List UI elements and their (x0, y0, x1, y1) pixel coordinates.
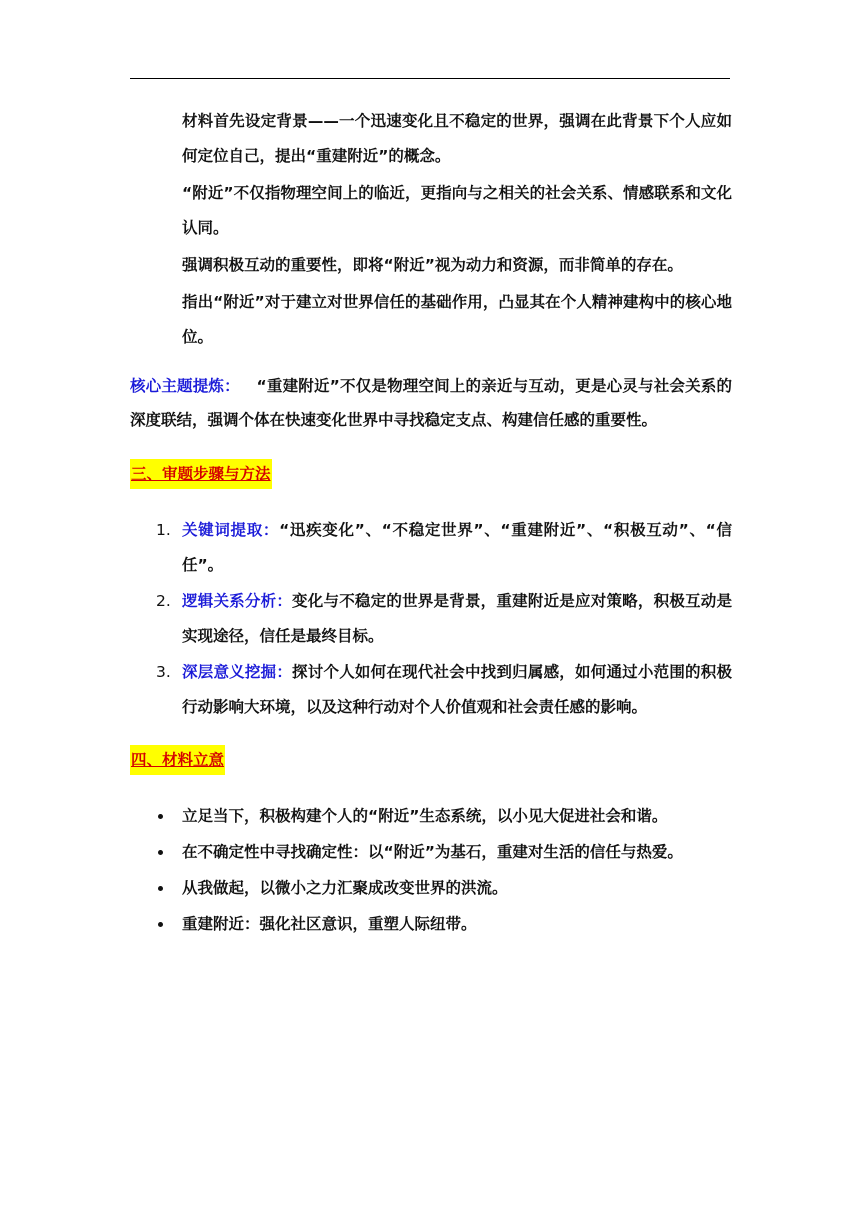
thesis-list (130, 799, 732, 942)
header-rule (130, 78, 730, 79)
list-number: 3. (156, 663, 171, 681)
thesis-text: 立足当下，积极构建个人的“附近”生态系统，以小见大促进社会和谐。 (182, 807, 668, 825)
list-item (130, 513, 732, 583)
step-label: 深层意义挖掘： (182, 663, 293, 681)
section4-heading-wrap (130, 745, 732, 779)
step-text: 探讨个人如何在现代社会中找到归属感，如何通过小范围的积极行动影响大环境，以及这种行动对个人价值观和社会责任感的影响。 (182, 663, 732, 716)
intro-paragraph: 指出“附近”对于建立对世界信任的基础作用，凸显其在个人精神建构中的核心地位。 (182, 293, 732, 346)
list-item (130, 907, 732, 942)
intro-block (130, 104, 732, 355)
step-text: 变化与不稳定的世界是背景，重建附近是应对策略，积极互动是实现途径，信任是最终目标。 (182, 592, 732, 645)
thesis-text: 重建附近：强化社区意识，重塑人际纽带。 (182, 915, 477, 933)
bullet-icon (158, 850, 163, 855)
intro-paragraph: 材料首先设定背景——一个迅速变化且不稳定的世界，强调在此背景下个人应如何定位自己，提出“重建附近”的概念。 (182, 112, 732, 165)
thesis-text: 从我做起，以微小之力汇聚成改变世界的洪流。 (182, 879, 508, 897)
core-theme-text: “重建附近”不仅是物理空间上的亲近与互动，更是心灵与社会关系的深度联结，强调个体在快速变化世界中寻找稳定支点、构建信任感的重要性。 (130, 377, 732, 429)
core-theme-label: 核心主题提炼： (130, 377, 240, 395)
step-label: 逻辑关系分析： (182, 592, 293, 610)
bullet-icon (158, 922, 163, 927)
list-item (130, 835, 732, 870)
thesis-text: 在不确定性中寻找确定性：以“附近”为基石，重建对生活的信任与热爱。 (182, 843, 683, 861)
steps-list (130, 513, 732, 725)
section3-heading: 三、审题步骤与方法 (130, 459, 272, 489)
intro-paragraph: “附近”不仅指物理空间上的临近，更指向与之相关的社会关系、情感联系和文化认同。 (182, 184, 732, 237)
list-number: 2. (156, 592, 171, 610)
bullet-icon (158, 886, 163, 891)
bullet-icon (158, 814, 163, 819)
list-number: 1. (156, 521, 171, 539)
list-item (130, 799, 732, 834)
section4-heading: 四、材料立意 (130, 745, 225, 775)
step-text: “迅疾变化”、“不稳定世界”、“重建附近”、“积极互动”、“信任”。 (182, 521, 732, 574)
document-body (130, 104, 732, 942)
list-item (130, 871, 732, 906)
core-theme-paragraph (130, 369, 732, 437)
intro-paragraph: 强调积极互动的重要性，即将“附近”视为动力和资源，而非简单的存在。 (182, 256, 683, 274)
list-item (130, 655, 732, 725)
step-label: 关键词提取： (182, 521, 280, 539)
section3-heading-wrap (130, 459, 732, 493)
list-item (130, 584, 732, 654)
